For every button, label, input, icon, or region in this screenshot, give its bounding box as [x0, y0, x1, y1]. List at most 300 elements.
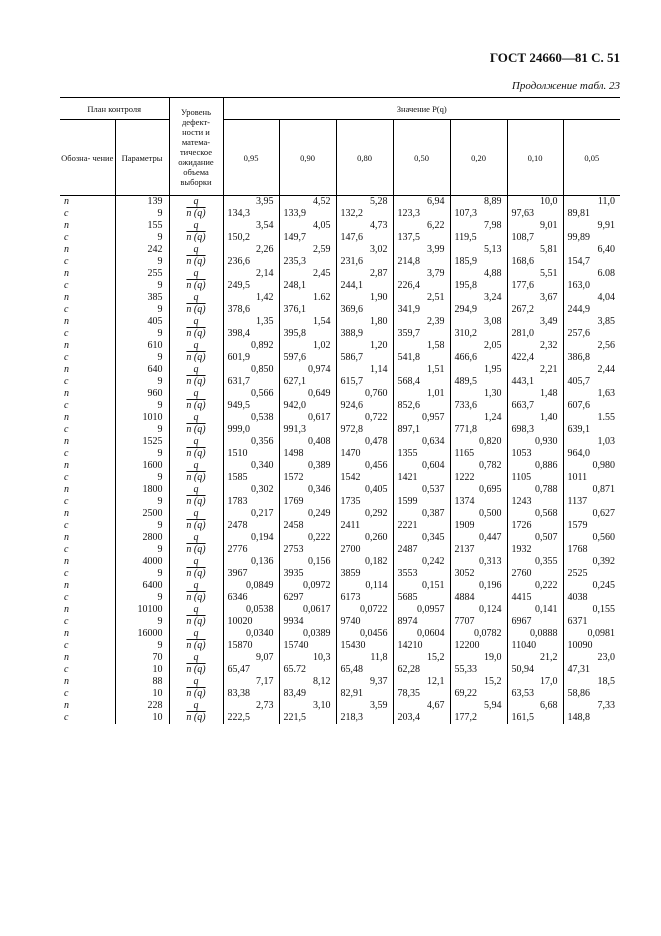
value-cell: 3,08 — [450, 316, 507, 328]
value-cell: 6173 — [336, 592, 393, 604]
value-cell: 3,85 — [563, 316, 620, 328]
value-cell: 607,6 — [563, 400, 620, 412]
value-cell: 0,114 — [336, 580, 393, 592]
value-cell: 341,9 — [393, 304, 450, 316]
value-cell: 9,37 — [336, 676, 393, 688]
value-cell: 161,5 — [507, 712, 563, 724]
value-cell: 310,2 — [450, 328, 507, 340]
value-cell: 378,6 — [223, 304, 279, 316]
designation-cell: n — [64, 652, 69, 663]
value-cell: 964,0 — [563, 448, 620, 460]
value-cell: 2700 — [336, 544, 393, 556]
value-cell: 2760 — [507, 568, 563, 580]
designation-cell: n — [64, 700, 69, 711]
designation-cell: n — [64, 628, 69, 639]
value-cell: 195,8 — [450, 280, 507, 292]
value-cell: 236,6 — [223, 256, 279, 268]
designation-cell: n — [64, 508, 69, 519]
value-cell: 0,560 — [563, 532, 620, 544]
value-cell: 0,788 — [507, 484, 563, 496]
table-row — [60, 304, 620, 316]
designation-cell: c — [64, 424, 69, 435]
parameter-cell: 9 — [115, 592, 169, 604]
value-cell: 1769 — [279, 496, 336, 508]
parameter-cell: 10100 — [115, 604, 169, 616]
value-cell: 4,52 — [279, 196, 336, 209]
parameter-cell: 1525 — [115, 436, 169, 448]
level-cell: n (q) — [169, 496, 223, 508]
parameter-cell: 9 — [115, 568, 169, 580]
value-cell: 0,782 — [450, 460, 507, 472]
value-cell: 0,249 — [279, 508, 336, 520]
parameter-cell: 1600 — [115, 460, 169, 472]
designation-cell: n — [64, 196, 69, 207]
p-header: 0,05 — [563, 120, 620, 196]
value-cell: 388,9 — [336, 328, 393, 340]
value-cell: 15740 — [279, 640, 336, 652]
table-row — [60, 400, 620, 412]
value-cell: 1,95 — [450, 364, 507, 376]
designation-cell: c — [64, 280, 69, 291]
parameter-cell: 9 — [115, 640, 169, 652]
value-cell: 9,07 — [223, 652, 279, 664]
value-cell: 9,91 — [563, 220, 620, 232]
parameter-cell: 242 — [115, 244, 169, 256]
table-caption: Продолжение табл. 23 — [511, 80, 620, 92]
table-row — [60, 604, 620, 616]
value-cell: 0,136 — [223, 556, 279, 568]
value-cell: 2,45 — [279, 268, 336, 280]
oc-table — [60, 97, 620, 724]
parameter-cell: 155 — [115, 220, 169, 232]
parameter-cell: 9 — [115, 472, 169, 484]
value-cell: 0,260 — [336, 532, 393, 544]
value-cell: 3967 — [223, 568, 279, 580]
value-cell: 1,20 — [336, 340, 393, 352]
value-cell: 771,8 — [450, 424, 507, 436]
level-cell: q — [169, 340, 223, 352]
value-cell: 852,6 — [393, 400, 450, 412]
designation-cell: c — [64, 520, 69, 531]
value-cell: 1909 — [450, 520, 507, 532]
value-cell: 3,10 — [279, 700, 336, 712]
value-cell: 489,5 — [450, 376, 507, 388]
designation-cell: c — [64, 328, 69, 339]
value-cell: 0,634 — [393, 436, 450, 448]
value-cell: 1599 — [393, 496, 450, 508]
value-cell: 0,405 — [336, 484, 393, 496]
value-cell: 69,22 — [450, 688, 507, 700]
value-cell: 1542 — [336, 472, 393, 484]
value-cell: 9740 — [336, 616, 393, 628]
value-cell: 1421 — [393, 472, 450, 484]
value-cell: 10020 — [223, 616, 279, 628]
table-row — [60, 412, 620, 424]
table-row — [60, 292, 620, 304]
level-cell: n (q) — [169, 208, 223, 220]
value-cell: 6.08 — [563, 268, 620, 280]
parameter-cell: 10 — [115, 712, 169, 724]
table-row — [60, 388, 620, 400]
parameter-cell: 10 — [115, 664, 169, 676]
value-cell: 0,537 — [393, 484, 450, 496]
value-cell: 0,850 — [223, 364, 279, 376]
value-cell: 1510 — [223, 448, 279, 460]
value-cell: 0,196 — [450, 580, 507, 592]
value-cell: 1222 — [450, 472, 507, 484]
value-cell: 63,53 — [507, 688, 563, 700]
parameter-cell: 9 — [115, 256, 169, 268]
value-cell: 248,1 — [279, 280, 336, 292]
value-cell: 58,86 — [563, 688, 620, 700]
value-cell: 6346 — [223, 592, 279, 604]
value-cell: 627,1 — [279, 376, 336, 388]
value-cell: 1355 — [393, 448, 450, 460]
level-cell: n (q) — [169, 640, 223, 652]
value-cell: 3,95 — [223, 196, 279, 209]
value-cell: 8974 — [393, 616, 450, 628]
value-cell: 3935 — [279, 568, 336, 580]
parameter-cell: 10 — [115, 688, 169, 700]
level-cell: q — [169, 652, 223, 664]
value-cell: 615,7 — [336, 376, 393, 388]
parameter-cell: 405 — [115, 316, 169, 328]
value-cell: 149,7 — [279, 232, 336, 244]
value-cell: 1,58 — [393, 340, 450, 352]
level-cell: q — [169, 220, 223, 232]
value-cell: 15430 — [336, 640, 393, 652]
parameter-cell: 228 — [115, 700, 169, 712]
designation-cell: c — [64, 688, 69, 699]
value-cell: 3,54 — [223, 220, 279, 232]
value-cell: 218,3 — [336, 712, 393, 724]
value-cell: 19,0 — [450, 652, 507, 664]
value-cell: 0,627 — [563, 508, 620, 520]
value-cell: 119,5 — [450, 232, 507, 244]
value-cell: 2,39 — [393, 316, 450, 328]
table-row — [60, 712, 620, 724]
level-cell: q — [169, 316, 223, 328]
value-cell: 733,6 — [450, 400, 507, 412]
value-cell: 1585 — [223, 472, 279, 484]
value-cell: 3859 — [336, 568, 393, 580]
table-row — [60, 640, 620, 652]
value-cell: 4038 — [563, 592, 620, 604]
value-cell: 214,8 — [393, 256, 450, 268]
parameter-cell: 16000 — [115, 628, 169, 640]
parameter-cell: 9 — [115, 616, 169, 628]
table-row — [60, 520, 620, 532]
value-cell: 395,8 — [279, 328, 336, 340]
table-row — [60, 532, 620, 544]
value-cell: 1,24 — [450, 412, 507, 424]
value-cell: 0,217 — [223, 508, 279, 520]
designation-cell: n — [64, 388, 69, 399]
value-cell: 5,13 — [450, 244, 507, 256]
value-cell: 601,9 — [223, 352, 279, 364]
value-cell: 0,222 — [507, 580, 563, 592]
table-row — [60, 280, 620, 292]
value-cell: 8,12 — [279, 676, 336, 688]
value-cell: 942,0 — [279, 400, 336, 412]
value-cell: 0,930 — [507, 436, 563, 448]
value-cell: 4,73 — [336, 220, 393, 232]
value-cell: 0,871 — [563, 484, 620, 496]
table-row — [60, 508, 620, 520]
parameter-cell: 9 — [115, 280, 169, 292]
value-cell: 2,05 — [450, 340, 507, 352]
table-row — [60, 340, 620, 352]
value-cell: 1,54 — [279, 316, 336, 328]
value-cell: 972,8 — [336, 424, 393, 436]
value-cell: 698,3 — [507, 424, 563, 436]
table-row — [60, 460, 620, 472]
value-cell: 1243 — [507, 496, 563, 508]
table-row — [60, 544, 620, 556]
value-cell: 1105 — [507, 472, 563, 484]
value-cell: 6371 — [563, 616, 620, 628]
value-cell: 0,538 — [223, 412, 279, 424]
value-cell: 1,51 — [393, 364, 450, 376]
value-cell: 2776 — [223, 544, 279, 556]
designation-cell: c — [64, 712, 69, 723]
value-cell: 1011 — [563, 472, 620, 484]
table-row — [60, 568, 620, 580]
value-cell: 6967 — [507, 616, 563, 628]
designation-cell: n — [64, 292, 69, 303]
value-cell: 168,6 — [507, 256, 563, 268]
level-cell: q — [169, 508, 223, 520]
value-cell: 137,5 — [393, 232, 450, 244]
level-cell: n (q) — [169, 376, 223, 388]
value-cell: 3,49 — [507, 316, 563, 328]
table-row — [60, 628, 620, 640]
value-cell: 1,02 — [279, 340, 336, 352]
designation-cell: c — [64, 544, 69, 555]
value-cell: 2,59 — [279, 244, 336, 256]
value-cell: 1726 — [507, 520, 563, 532]
table-row — [60, 232, 620, 244]
value-cell: 0,0972 — [279, 580, 336, 592]
value-cell: 8,89 — [450, 196, 507, 209]
value-cell: 65.72 — [279, 664, 336, 676]
value-cell: 1,14 — [336, 364, 393, 376]
parameter-cell: 2800 — [115, 532, 169, 544]
p-header: 0,95 — [223, 120, 279, 196]
value-cell: 21,2 — [507, 652, 563, 664]
level-cell: n (q) — [169, 592, 223, 604]
value-cell: 2221 — [393, 520, 450, 532]
designation-cell: n — [64, 268, 69, 279]
value-cell: 0,124 — [450, 604, 507, 616]
value-cell: 294,9 — [450, 304, 507, 316]
value-cell: 1,63 — [563, 388, 620, 400]
parameter-cell: 9 — [115, 304, 169, 316]
value-cell: 3052 — [450, 568, 507, 580]
value-cell: 4,04 — [563, 292, 620, 304]
designation-cell: n — [64, 604, 69, 615]
value-cell: 148,8 — [563, 712, 620, 724]
parameter-cell: 9 — [115, 352, 169, 364]
value-cell: 0,194 — [223, 532, 279, 544]
params-header: Параметры — [115, 120, 169, 196]
level-cell: n (q) — [169, 400, 223, 412]
value-cell: 244,1 — [336, 280, 393, 292]
value-cell: 422,4 — [507, 352, 563, 364]
value-cell: 2,56 — [563, 340, 620, 352]
value-cell: 1374 — [450, 496, 507, 508]
value-cell: 12,1 — [393, 676, 450, 688]
value-cell: 65,47 — [223, 664, 279, 676]
level-cell: n (q) — [169, 424, 223, 436]
value-cell: 47,31 — [563, 664, 620, 676]
level-cell: n (q) — [169, 520, 223, 532]
p-header: 0,90 — [279, 120, 336, 196]
level-cell: n (q) — [169, 664, 223, 676]
value-cell: 597,6 — [279, 352, 336, 364]
value-cell: 147,6 — [336, 232, 393, 244]
value-cell: 11,0 — [563, 196, 620, 209]
value-cell: 15,2 — [393, 652, 450, 664]
value-cell: 257,6 — [563, 328, 620, 340]
value-cell: 78,35 — [393, 688, 450, 700]
value-cell: 23,0 — [563, 652, 620, 664]
value-cell: 0,156 — [279, 556, 336, 568]
table-body — [60, 196, 620, 725]
designation-cell: n — [64, 244, 69, 255]
value-cell: 1932 — [507, 544, 563, 556]
value-cell: 1579 — [563, 520, 620, 532]
level-cell: q — [169, 196, 223, 209]
parameter-cell: 255 — [115, 268, 169, 280]
level-cell: n (q) — [169, 448, 223, 460]
value-cell: 663,7 — [507, 400, 563, 412]
parameter-cell: 2500 — [115, 508, 169, 520]
value-cell: 2,32 — [507, 340, 563, 352]
value-cell: 244,9 — [563, 304, 620, 316]
designation-cell: n — [64, 436, 69, 447]
value-cell: 82,91 — [336, 688, 393, 700]
parameter-cell: 9 — [115, 544, 169, 556]
value-cell: 3,79 — [393, 268, 450, 280]
value-cell: 4,88 — [450, 268, 507, 280]
value-cell: 10,0 — [507, 196, 563, 209]
parameter-cell: 9 — [115, 496, 169, 508]
table-row — [60, 580, 620, 592]
designation-cell: n — [64, 532, 69, 543]
value-cell: 1572 — [279, 472, 336, 484]
value-cell: 0,355 — [507, 556, 563, 568]
table-row — [60, 436, 620, 448]
parameter-cell: 385 — [115, 292, 169, 304]
value-cell: 631,7 — [223, 376, 279, 388]
value-cell: 0,695 — [450, 484, 507, 496]
value-cell: 12200 — [450, 640, 507, 652]
level-cell: q — [169, 676, 223, 688]
parameter-cell: 70 — [115, 652, 169, 664]
level-cell: n (q) — [169, 304, 223, 316]
value-cell: 4,67 — [393, 700, 450, 712]
level-cell: q — [169, 364, 223, 376]
value-cell: 0,155 — [563, 604, 620, 616]
value-cell: 0,387 — [393, 508, 450, 520]
value-header: Значение P(q) — [223, 98, 620, 120]
value-cell: 249,5 — [223, 280, 279, 292]
parameter-cell: 139 — [115, 196, 169, 209]
value-cell: 6,22 — [393, 220, 450, 232]
level-cell: q — [169, 484, 223, 496]
value-cell: 0,302 — [223, 484, 279, 496]
designation-cell: n — [64, 364, 69, 375]
value-cell: 134,3 — [223, 208, 279, 220]
level-cell: q — [169, 292, 223, 304]
value-cell: 0,456 — [336, 460, 393, 472]
value-cell: 5,28 — [336, 196, 393, 209]
value-cell: 0,245 — [563, 580, 620, 592]
table-row — [60, 268, 620, 280]
table-row — [60, 484, 620, 496]
table-row — [60, 676, 620, 688]
table-row — [60, 208, 620, 220]
value-cell: 3553 — [393, 568, 450, 580]
table-row — [60, 472, 620, 484]
value-cell: 1,30 — [450, 388, 507, 400]
level-header: Уровень дефект- ности и матема- тическое ожидание объема выборки — [169, 98, 223, 196]
value-cell: 0,0888 — [507, 628, 563, 640]
value-cell: 3,59 — [336, 700, 393, 712]
value-cell: 0,0389 — [279, 628, 336, 640]
value-cell: 0,0782 — [450, 628, 507, 640]
level-cell: q — [169, 412, 223, 424]
value-cell: 7707 — [450, 616, 507, 628]
level-cell: n (q) — [169, 688, 223, 700]
value-cell: 466,6 — [450, 352, 507, 364]
value-cell: 1.62 — [279, 292, 336, 304]
value-cell: 0,313 — [450, 556, 507, 568]
designation-cell: n — [64, 340, 69, 351]
parameter-cell: 4000 — [115, 556, 169, 568]
value-cell: 15,2 — [450, 676, 507, 688]
value-cell: 369,6 — [336, 304, 393, 316]
designation-cell: c — [64, 616, 69, 627]
value-cell: 0,478 — [336, 436, 393, 448]
value-cell: 0,722 — [336, 412, 393, 424]
value-cell: 154,7 — [563, 256, 620, 268]
value-cell: 3,24 — [450, 292, 507, 304]
level-cell: n (q) — [169, 256, 223, 268]
value-cell: 11,8 — [336, 652, 393, 664]
value-cell: 949,5 — [223, 400, 279, 412]
value-cell: 541,8 — [393, 352, 450, 364]
level-cell: n (q) — [169, 280, 223, 292]
designation-cell: n — [64, 484, 69, 495]
value-cell: 1470 — [336, 448, 393, 460]
table-row — [60, 652, 620, 664]
value-cell: 50,94 — [507, 664, 563, 676]
value-cell: 0,957 — [393, 412, 450, 424]
value-cell: 185,9 — [450, 256, 507, 268]
value-cell: 0,886 — [507, 460, 563, 472]
value-cell: 3,67 — [507, 292, 563, 304]
value-cell: 2137 — [450, 544, 507, 556]
table-row — [60, 616, 620, 628]
value-cell: 4,05 — [279, 220, 336, 232]
value-cell: 222,5 — [223, 712, 279, 724]
parameter-cell: 9 — [115, 376, 169, 388]
parameter-cell: 9 — [115, 232, 169, 244]
designation-cell: n — [64, 460, 69, 471]
value-cell: 3,02 — [336, 244, 393, 256]
